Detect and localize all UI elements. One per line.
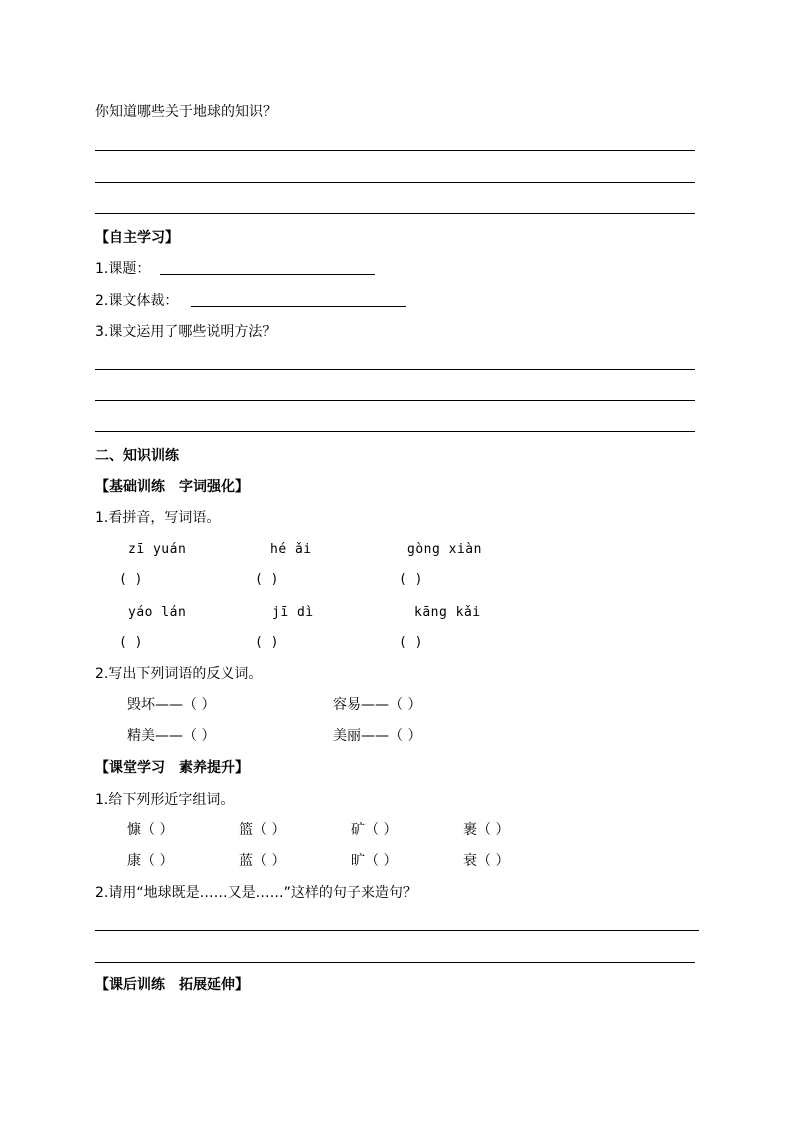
pinyin-label: jī dì xyxy=(272,605,314,620)
after-class-heading: 【课后训练 拓展延伸】 xyxy=(95,977,249,993)
sentence-question: 2.请用“地球既是……又是……”这样的句子来造句？ xyxy=(95,885,417,901)
antonym-item[interactable]: 精美——（ ） xyxy=(127,728,216,744)
classroom-heading: 【课堂学习 素养提升】 xyxy=(95,760,249,776)
char-item[interactable]: 矿（ ） xyxy=(351,822,398,838)
answer-line[interactable] xyxy=(95,400,695,401)
word-blank[interactable]: ( ) xyxy=(119,635,143,650)
answer-line[interactable] xyxy=(95,962,695,963)
pinyin-label: yáo lán xyxy=(128,605,187,620)
genre-blank[interactable] xyxy=(191,306,406,307)
topic-label: 1.课题： xyxy=(95,261,151,277)
word-blank[interactable]: ( ) xyxy=(399,572,423,587)
char-item[interactable]: 衰（ ） xyxy=(463,853,510,869)
answer-line[interactable] xyxy=(95,369,695,370)
char-item[interactable]: 旷（ ） xyxy=(351,853,398,869)
answer-line[interactable] xyxy=(95,150,695,151)
pinyin-label: gòng xiàn xyxy=(407,542,482,557)
answer-line[interactable] xyxy=(95,930,699,931)
antonym-item[interactable]: 美丽——（ ） xyxy=(333,728,422,744)
methods-question: 3.课文运用了哪些说明方法？ xyxy=(95,324,277,340)
basic-training-heading: 【基础训练 字词强化】 xyxy=(95,479,249,495)
section-heading: 二、知识训练 xyxy=(95,448,179,464)
char-item[interactable]: 康（ ） xyxy=(127,853,174,869)
answer-line[interactable] xyxy=(95,213,695,214)
word-blank[interactable]: ( ) xyxy=(119,572,143,587)
char-item[interactable]: 裹（ ） xyxy=(463,822,510,838)
genre-label: 2.课文体裁： xyxy=(95,293,179,309)
intro-question: 你知道哪些关于地球的知识？ xyxy=(95,104,277,120)
word-blank[interactable]: ( ) xyxy=(255,635,279,650)
char-item[interactable]: 篮（ ） xyxy=(239,822,286,838)
pinyin-label: hé ǎi xyxy=(270,542,312,557)
pinyin-label: zī yuán xyxy=(128,542,187,557)
pinyin-question: 1.看拼音，写词语。 xyxy=(95,510,221,526)
antonym-question: 2.写出下列词语的反义词。 xyxy=(95,666,263,682)
word-blank[interactable]: ( ) xyxy=(255,572,279,587)
antonym-item[interactable]: 容易——（ ） xyxy=(333,697,422,713)
similar-chars-question: 1.给下列形近字组词。 xyxy=(95,792,235,808)
pinyin-label: kāng kǎi xyxy=(414,605,481,620)
self-study-heading: 【自主学习】 xyxy=(95,230,179,246)
char-item[interactable]: 慷（ ） xyxy=(127,822,174,838)
antonym-item[interactable]: 毁坏——（ ） xyxy=(127,697,216,713)
answer-line[interactable] xyxy=(95,431,695,432)
word-blank[interactable]: ( ) xyxy=(399,635,423,650)
answer-line[interactable] xyxy=(95,182,695,183)
char-item[interactable]: 蓝（ ） xyxy=(239,853,286,869)
topic-blank[interactable] xyxy=(160,274,375,275)
